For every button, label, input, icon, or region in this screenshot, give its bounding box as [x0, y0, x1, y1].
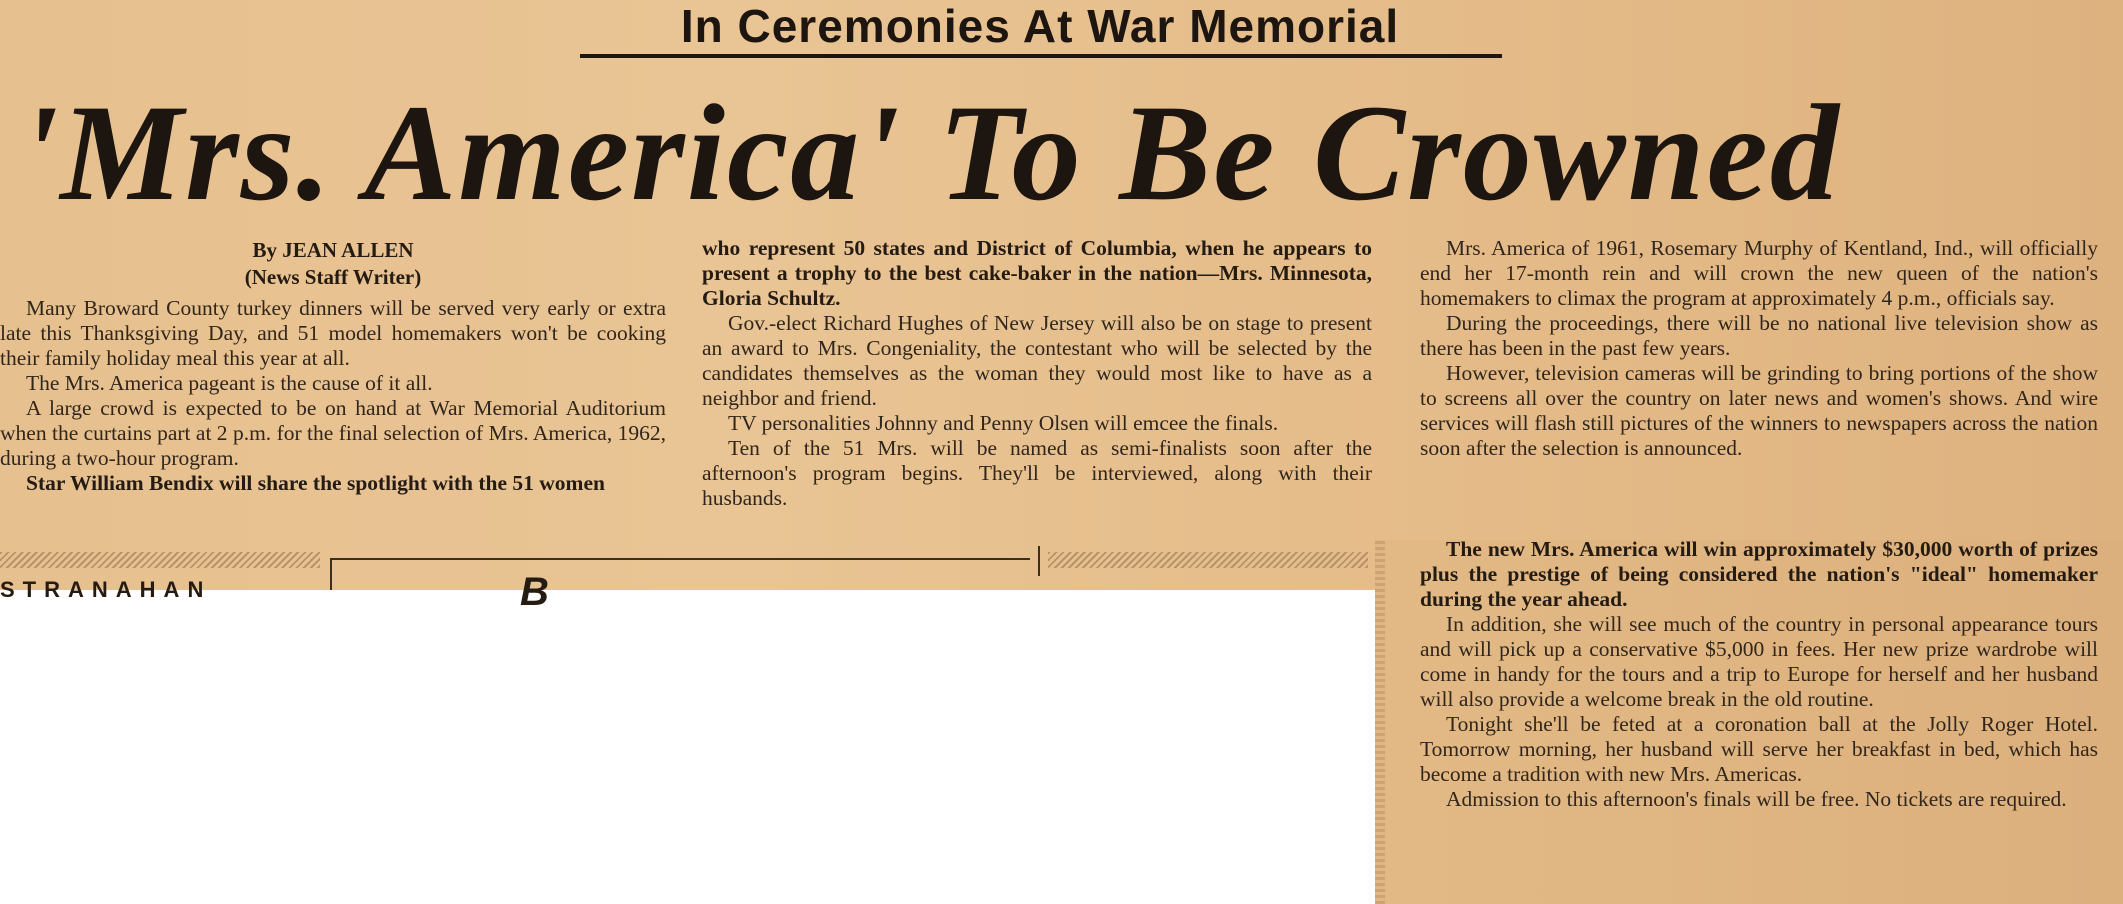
paragraph: The new Mrs. America will win approximately $30,000 worth of prizes plus the prestige of being considered the nation's "ideal" homemaker during the year ahead.: [1420, 537, 2098, 611]
cut-off-heading-center: B: [520, 570, 549, 614]
torn-edge: [1375, 540, 1385, 904]
paragraph: However, television cameras will be grinding to bring portions of the show to screens all over the country on later news and women's shows. And wire services will flash still pictures of the winners to newspapers across the nation soon after the selection is announced.: [1420, 361, 2098, 460]
article-column-2: [702, 236, 1372, 541]
column-divider: [330, 560, 332, 590]
byline-role: (News Staff Writer): [244, 265, 422, 289]
paragraph: The Mrs. America pageant is the cause of it all.: [26, 371, 433, 395]
divider-rule: [330, 558, 1030, 560]
paragraph: Gov.-elect Richard Hughes of New Jersey will also be on stage to present an award to Mrs. Congeniality, the contestant who will be selected by the candidates themselves as the woman they would most like to have as a neighbor and friend.: [702, 311, 1372, 410]
kicker-underline: [580, 54, 1502, 58]
paragraph: TV personalities Johnny and Penny Olsen will emcee the finals.: [728, 411, 1279, 435]
hatched-divider-left: [0, 552, 320, 568]
paragraph: who represent 50 states and District of Columbia, when he appears to present a trophy to the best cake-baker in the nation—Mrs. Minnesota, Gloria Schultz.: [702, 236, 1372, 310]
divider-post: [1038, 546, 1040, 576]
paragraph: Many Broward County turkey dinners will be served very early or extra late this Thanksgiving Day, and 51 model homemakers won't be cooking their family holiday meal this year at all.: [0, 296, 666, 370]
cut-off-heading-left: STRANAHAN: [0, 577, 212, 602]
paragraph: During the proceedings, there will be no national live television show as there has been in the past few years.: [1420, 311, 2098, 360]
article-column-3: [1420, 236, 2098, 541]
article-column-1: [0, 236, 666, 541]
main-headline: 'Mrs. America' To Be Crowned: [20, 76, 1841, 229]
paragraph: Admission to this afternoon's finals will be free. No tickets are required.: [1446, 787, 2067, 811]
hatched-divider-right: [1048, 552, 1368, 568]
paragraph: Tonight she'll be feted at a coronation ball at the Jolly Roger Hotel. Tomorrow morning, her husband will serve her breakfast in bed, which has become a tradition with new Mrs. Americas.: [1420, 712, 2098, 786]
byline-author: By JEAN ALLEN: [252, 238, 414, 262]
paragraph: Mrs. America of 1961, Rosemary Murphy of Kentland, Ind., will officially end her 17-month rein and will crown the new queen of the nation's homemakers to climax the program at approximately 4 p.m., officials say.: [1420, 236, 2098, 310]
paragraph: In addition, she will see much of the country in personal appearance tours and will pick up a conservative $5,000 in fees. Her new prize wardrobe will come in handy for the tours and a trip to Europe for herself and her husband will also provide a welcome break in the old routine.: [1420, 612, 2098, 711]
paragraph: Star William Bendix will share the spotlight with the 51 women: [26, 471, 605, 495]
article-column-3-continued: [1420, 537, 2098, 887]
paragraph: A large crowd is expected to be on hand at War Memorial Auditorium when the curtains part at 2 p.m. for the final selection of Mrs. America, 1962, during a two-hour program.: [0, 396, 666, 470]
kicker-headline: In Ceremonies At War Memorial: [680, 0, 1400, 52]
paragraph: Ten of the 51 Mrs. will be named as semi-finalists soon after the afternoon's program begins. They'll be interviewed, along with their husbands.: [702, 436, 1372, 510]
